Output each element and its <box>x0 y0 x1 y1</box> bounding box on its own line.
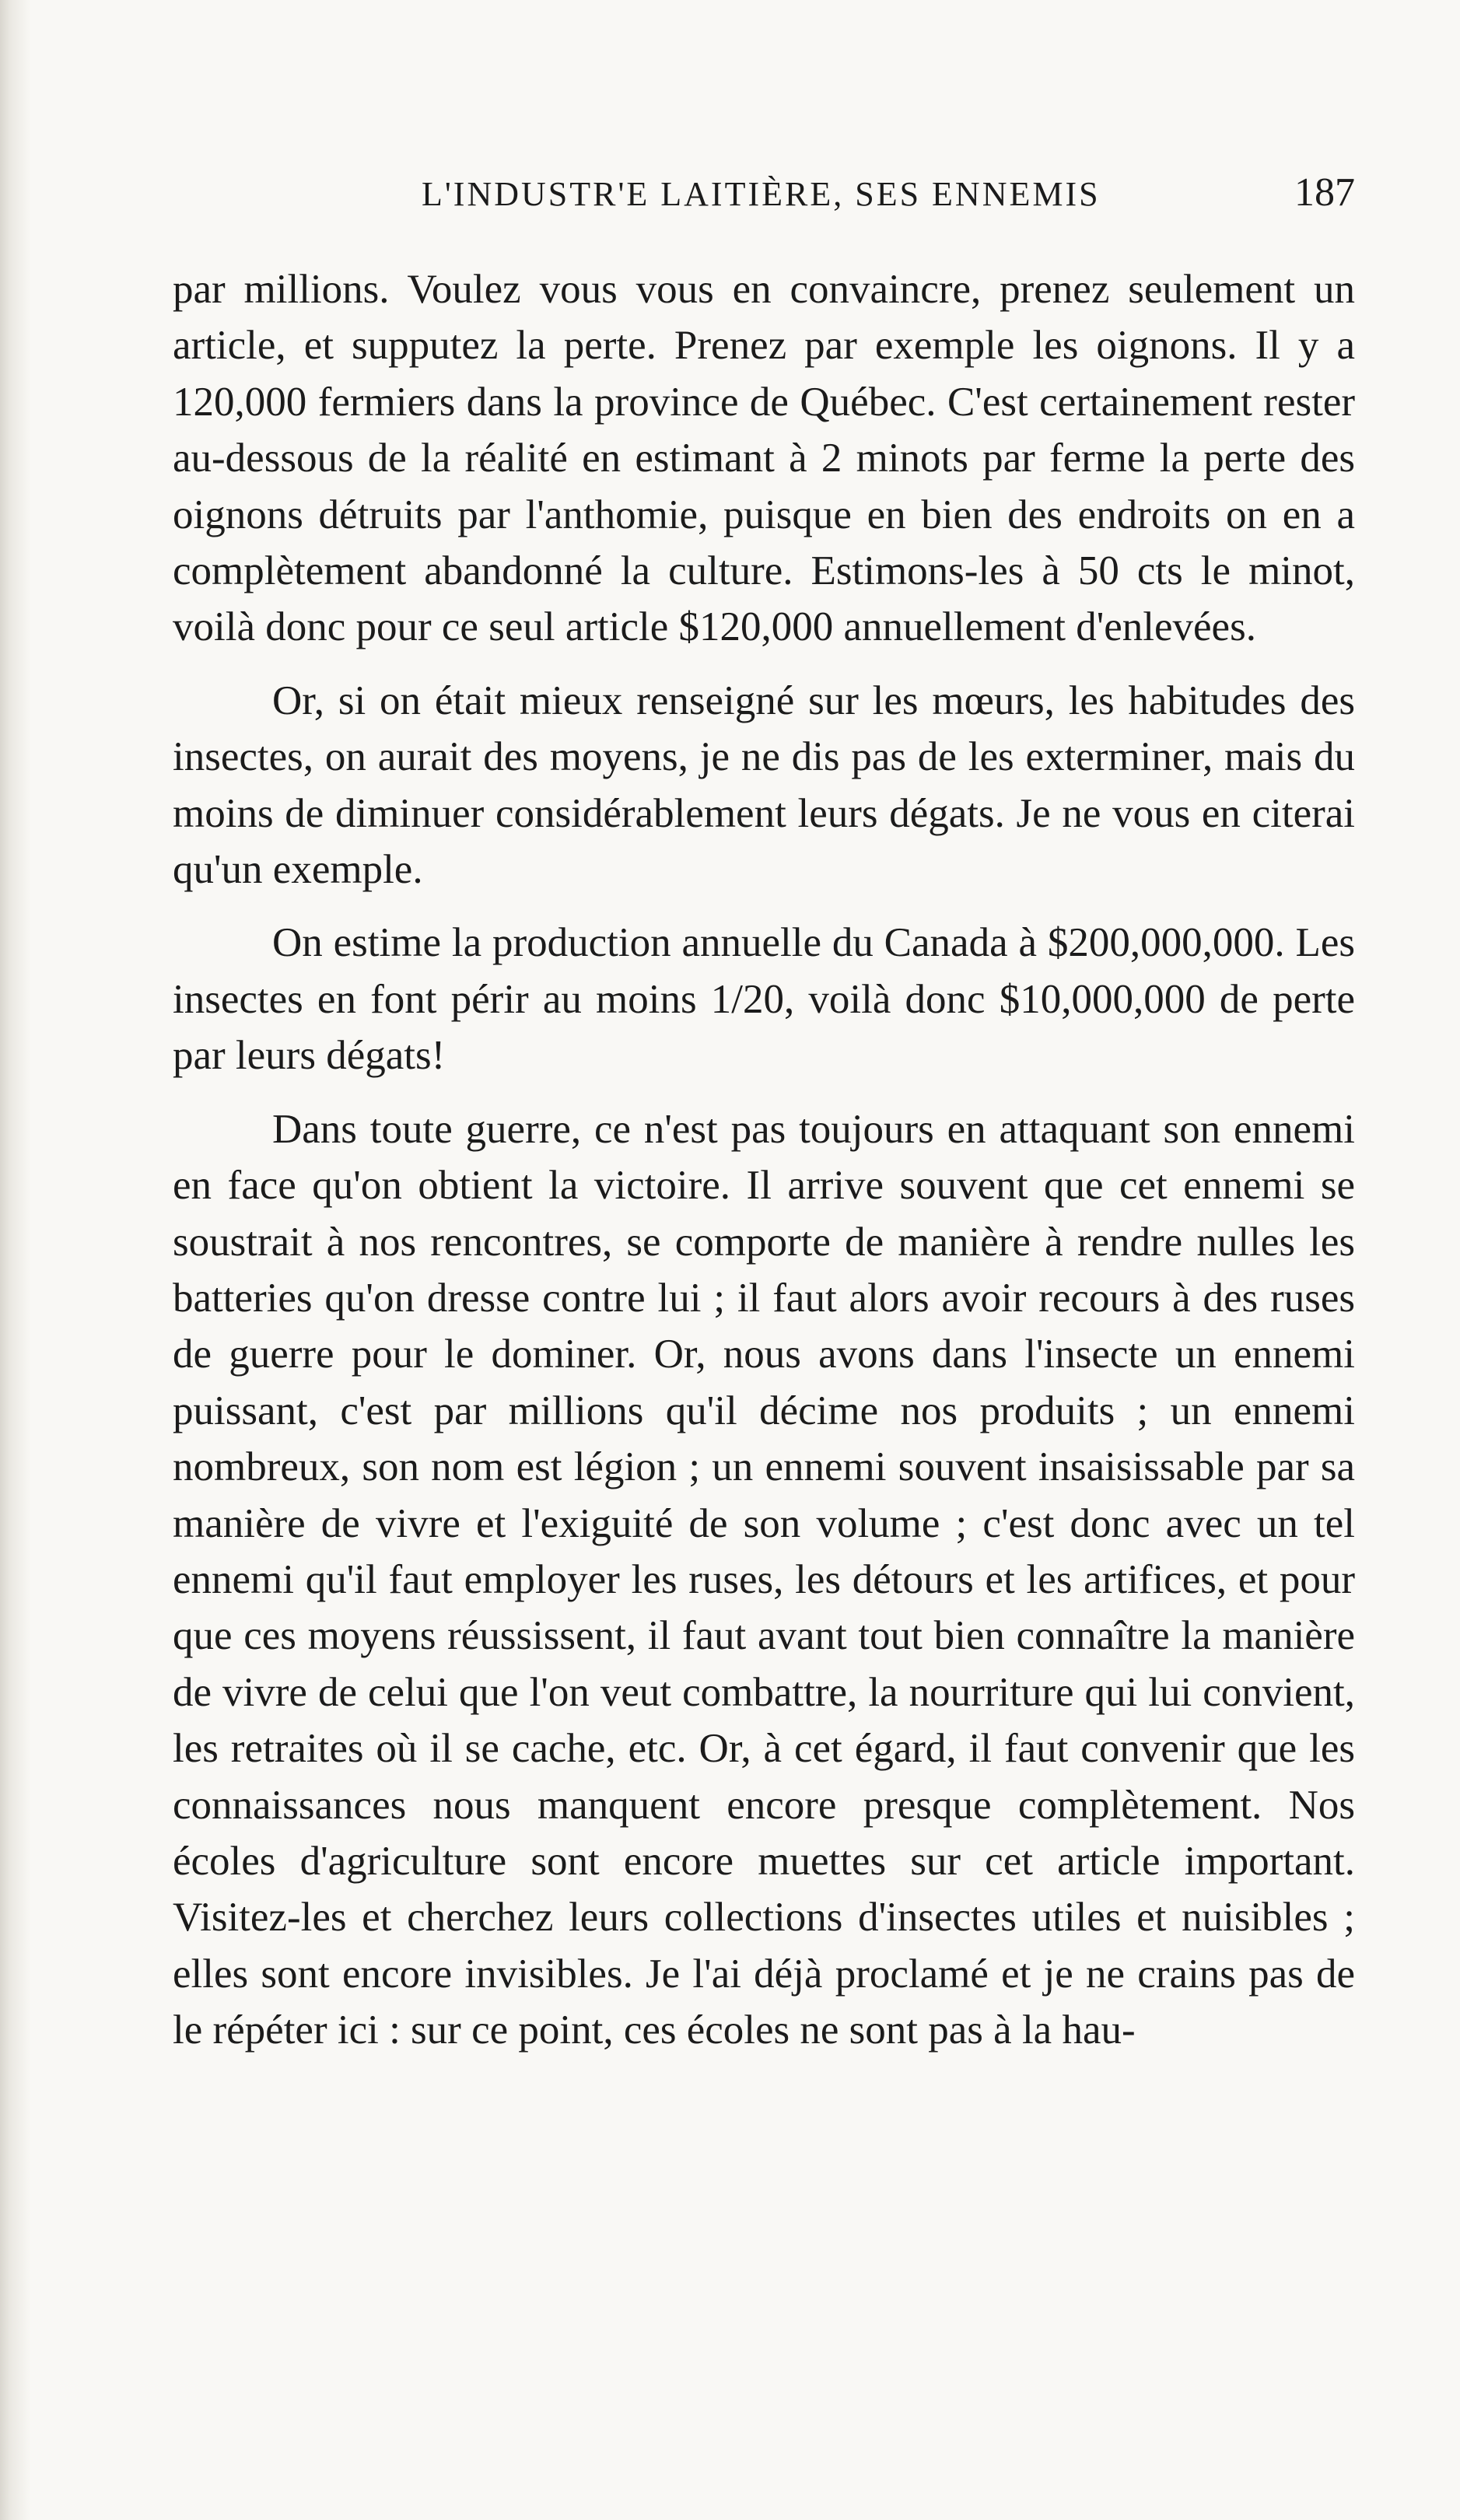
paragraph-2: Or, si on était mieux renseigné sur les mœurs, les habitudes des insectes, on aurait des moyens, je ne dis pas de les exterminer, mais du moins de diminuer considérablement leurs dégats. Je ne vous en citerai qu'un exemple. <box>173 677 1355 893</box>
body-text <box>173 261 1355 2076</box>
page-gutter-shadow <box>0 0 31 2520</box>
page-header <box>173 170 1355 224</box>
paragraph-3: On estime la production annuelle du Canada à $200,000,000. Les insectes en font périr au moins 1/20, voilà donc $10,000,000 de perte par leurs dégats! <box>173 920 1355 1079</box>
paragraph-1: par millions. Voulez vous vous en convaincre, prenez seulement un article, et supputez la perte. Prenez par exemple les oignons. Il y a 120,000 fermiers dans la province de Québec. C'est certainement rester au-dessous de la réalité en estimant à 2 minots par ferme la perte des oignons détruits par l'anthomie, puisque en bien des endroits on en a complètement abandonné la culture. Estimons-les à 50 cts le minot, voilà donc pour ce seul article $120,000 annuellement d'enlevées. <box>173 267 1355 650</box>
paragraph-4: Dans toute guerre, ce n'est pas toujours en attaquant son ennemi en face qu'on obtient la victoire. Il arrive souvent que cet ennemi se soustrait à nos rencontres, se comporte de manière à rendre nulles les batteries qu'on dresse contre lui ; il faut alors avoir recours à des ruses de guerre pour le dominer. Or, nous avons dans l'insecte un ennemi puissant, c'est par millions qu'il décime nos produits ; un ennemi nombreux, son nom est légion ; un ennemi souvent insaisissable par sa manière de vivre et l'exiguité de son volume ; c'est donc avec un tel ennemi qu'il faut employer les ruses, les détours et les artifices, et pour que ces moyens réussissent, il faut avant tout bien connaître la manière de vivre de celui que l'on veut combattre, la nourriture qui lui convient, les retraites où il se cache, etc. Or, à cet égard, il faut convenir que les connaissances nous manquent encore presque complètement. Nos écoles d'agriculture sont encore muettes sur cet article important. Visitez-les et cherchez leurs collections d'insectes utiles et nuisibles ; elles sont encore invisibles. Je l'ai déjà proclamé et je ne crains pas de le répéter ici : sur ce point, ces écoles ne sont pas à la hau- <box>173 1106 1355 2053</box>
running-title: L'INDUSTR'E LAITIÈRE, SES ENNEMIS <box>422 175 1101 213</box>
page-number: 187 <box>1294 170 1355 215</box>
